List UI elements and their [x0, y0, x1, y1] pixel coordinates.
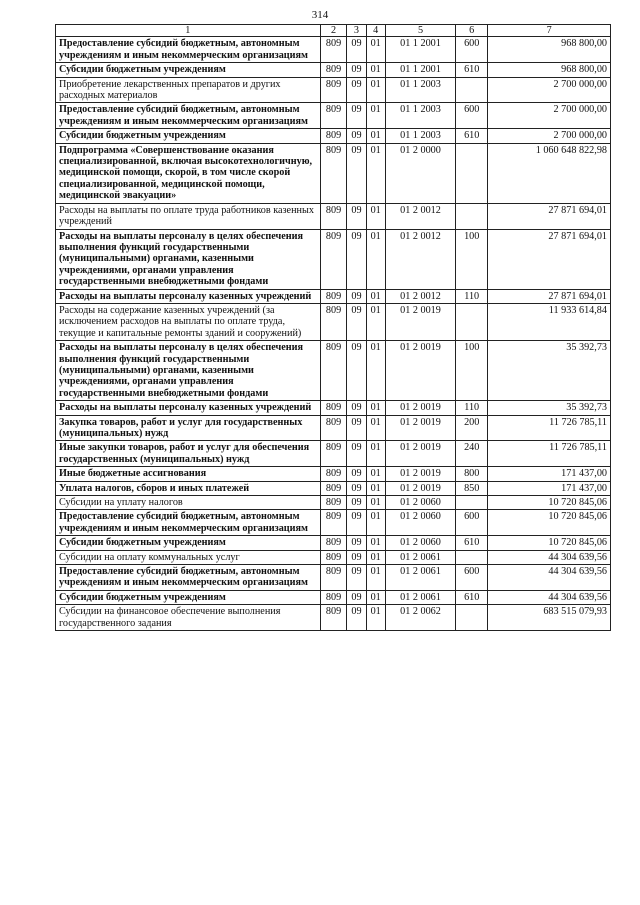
cell-target: 01 2 0060	[385, 510, 455, 536]
cell-name: Расходы на выплаты персоналу в целях обеспечения выполнения функций государственными (муниципальными) органами, казенными учреждениями, органами управления государственными внебюджетными фондами	[56, 341, 321, 401]
cell-name: Субсидии бюджетным учреждениям	[56, 129, 321, 143]
cell-section: 09	[347, 77, 366, 103]
cell-subsection: 01	[366, 510, 385, 536]
cell-name: Предоставление субсидий бюджетным, автономным учреждениям и иным некоммерческим организациям	[56, 37, 321, 63]
cell-code: 809	[320, 467, 347, 481]
table-row	[56, 289, 611, 303]
cell-amount: 171 437,00	[488, 481, 611, 495]
cell-amount: 2 700 000,00	[488, 77, 611, 103]
cell-target: 01 2 0019	[385, 441, 455, 467]
cell-section: 09	[347, 590, 366, 604]
cell-type	[456, 496, 488, 510]
cell-name: Иные бюджетные ассигнования	[56, 467, 321, 481]
cell-subsection: 01	[366, 77, 385, 103]
cell-amount: 11 933 614,84	[488, 303, 611, 340]
cell-subsection: 01	[366, 37, 385, 63]
table-row	[56, 401, 611, 415]
cell-subsection: 01	[366, 341, 385, 401]
cell-target: 01 1 2001	[385, 63, 455, 77]
cell-type: 600	[456, 103, 488, 129]
cell-amount: 27 871 694,01	[488, 203, 611, 229]
cell-code: 809	[320, 143, 347, 203]
cell-section: 09	[347, 229, 366, 289]
cell-section: 09	[347, 289, 366, 303]
cell-target: 01 1 2001	[385, 37, 455, 63]
cell-name: Расходы на содержание казенных учреждений (за исключением расходов на выплаты по оплате труда, текущие и капитальные ремонты зданий и сооружений)	[56, 303, 321, 340]
cell-code: 809	[320, 289, 347, 303]
cell-target: 01 2 0019	[385, 341, 455, 401]
cell-amount: 2 700 000,00	[488, 103, 611, 129]
cell-target: 01 1 2003	[385, 103, 455, 129]
cell-code: 809	[320, 341, 347, 401]
cell-name: Субсидии на финансовое обеспечение выполнения государственного задания	[56, 605, 321, 631]
cell-section: 09	[347, 510, 366, 536]
cell-type: 610	[456, 536, 488, 550]
cell-code: 809	[320, 590, 347, 604]
cell-target: 01 2 0012	[385, 203, 455, 229]
cell-target: 01 2 0019	[385, 467, 455, 481]
cell-amount: 27 871 694,01	[488, 289, 611, 303]
cell-type: 610	[456, 590, 488, 604]
cell-amount: 11 726 785,11	[488, 441, 611, 467]
cell-type: 610	[456, 129, 488, 143]
cell-type: 100	[456, 341, 488, 401]
cell-code: 809	[320, 401, 347, 415]
table-header	[56, 25, 611, 37]
cell-target: 01 2 0062	[385, 605, 455, 631]
cell-section: 09	[347, 341, 366, 401]
cell-subsection: 01	[366, 103, 385, 129]
cell-section: 09	[347, 496, 366, 510]
cell-section: 09	[347, 63, 366, 77]
cell-amount: 35 392,73	[488, 341, 611, 401]
cell-name: Субсидии бюджетным учреждениям	[56, 63, 321, 77]
cell-name: Расходы на выплаты персоналу казенных учреждений	[56, 401, 321, 415]
column-header-name: 1	[56, 25, 321, 37]
cell-subsection: 01	[366, 590, 385, 604]
cell-target: 01 1 2003	[385, 129, 455, 143]
column-header-type: 6	[456, 25, 488, 37]
table-row	[56, 536, 611, 550]
cell-section: 09	[347, 441, 366, 467]
table-row	[56, 143, 611, 203]
table-row	[56, 510, 611, 536]
cell-name: Подпрограмма «Совершенствование оказания специализированной, включая высокотехнологичную, медицинской помощи, скорой, в том числе скорой специализированной, медицинской помощи, медицинской эвакуации»	[56, 143, 321, 203]
cell-amount: 2 700 000,00	[488, 129, 611, 143]
column-header-code: 2	[320, 25, 347, 37]
cell-code: 809	[320, 129, 347, 143]
table-row	[56, 605, 611, 631]
cell-code: 809	[320, 510, 347, 536]
cell-section: 09	[347, 481, 366, 495]
cell-section: 09	[347, 605, 366, 631]
cell-name: Субсидии бюджетным учреждениям	[56, 590, 321, 604]
cell-type	[456, 550, 488, 564]
cell-target: 01 2 0019	[385, 401, 455, 415]
cell-amount: 968 800,00	[488, 63, 611, 77]
cell-target: 01 2 0060	[385, 496, 455, 510]
cell-section: 09	[347, 203, 366, 229]
cell-code: 809	[320, 303, 347, 340]
table-row	[56, 129, 611, 143]
cell-section: 09	[347, 401, 366, 415]
cell-amount: 10 720 845,06	[488, 496, 611, 510]
table-row	[56, 203, 611, 229]
cell-code: 809	[320, 550, 347, 564]
cell-name: Предоставление субсидий бюджетным, автономным учреждениям и иным некоммерческим организациям	[56, 565, 321, 591]
cell-amount: 10 720 845,06	[488, 536, 611, 550]
column-header-subsection: 4	[366, 25, 385, 37]
table-row	[56, 77, 611, 103]
cell-code: 809	[320, 37, 347, 63]
cell-target: 01 2 0012	[385, 289, 455, 303]
cell-subsection: 01	[366, 401, 385, 415]
cell-code: 809	[320, 63, 347, 77]
cell-type: 200	[456, 415, 488, 441]
cell-target: 01 2 0060	[385, 536, 455, 550]
cell-section: 09	[347, 565, 366, 591]
cell-code: 809	[320, 565, 347, 591]
cell-subsection: 01	[366, 605, 385, 631]
cell-type: 610	[456, 63, 488, 77]
budget-table	[55, 24, 611, 631]
cell-section: 09	[347, 103, 366, 129]
cell-section: 09	[347, 37, 366, 63]
cell-section: 09	[347, 143, 366, 203]
table-row	[56, 467, 611, 481]
cell-section: 09	[347, 550, 366, 564]
cell-code: 809	[320, 229, 347, 289]
cell-type: 800	[456, 467, 488, 481]
table-row	[56, 229, 611, 289]
cell-section: 09	[347, 129, 366, 143]
table-row	[56, 550, 611, 564]
cell-name: Субсидии бюджетным учреждениям	[56, 536, 321, 550]
table-row	[56, 103, 611, 129]
cell-subsection: 01	[366, 496, 385, 510]
table-row	[56, 415, 611, 441]
table-row	[56, 441, 611, 467]
cell-subsection: 01	[366, 536, 385, 550]
cell-subsection: 01	[366, 129, 385, 143]
cell-subsection: 01	[366, 289, 385, 303]
cell-name: Расходы на выплаты по оплате труда работников казенных учреждений	[56, 203, 321, 229]
cell-target: 01 2 0061	[385, 590, 455, 604]
cell-type	[456, 77, 488, 103]
cell-name: Предоставление субсидий бюджетным, автономным учреждениям и иным некоммерческим организациям	[56, 103, 321, 129]
cell-type: 110	[456, 401, 488, 415]
table-row	[56, 496, 611, 510]
cell-subsection: 01	[366, 229, 385, 289]
cell-name: Расходы на выплаты персоналу в целях обеспечения выполнения функций государственными (муниципальными) органами, казенными учреждениями, органами управления государственными внебюджетными фондами	[56, 229, 321, 289]
cell-target: 01 2 0061	[385, 565, 455, 591]
cell-amount: 10 720 845,06	[488, 510, 611, 536]
cell-code: 809	[320, 496, 347, 510]
cell-code: 809	[320, 203, 347, 229]
table-row	[56, 481, 611, 495]
cell-type	[456, 203, 488, 229]
cell-type: 600	[456, 37, 488, 63]
cell-code: 809	[320, 536, 347, 550]
cell-type: 240	[456, 441, 488, 467]
cell-subsection: 01	[366, 550, 385, 564]
column-header-section: 3	[347, 25, 366, 37]
cell-target: 01 1 2003	[385, 77, 455, 103]
cell-amount: 44 304 639,56	[488, 550, 611, 564]
cell-target: 01 2 0019	[385, 303, 455, 340]
cell-section: 09	[347, 536, 366, 550]
cell-code: 809	[320, 481, 347, 495]
cell-subsection: 01	[366, 203, 385, 229]
cell-subsection: 01	[366, 143, 385, 203]
cell-amount: 44 304 639,56	[488, 565, 611, 591]
cell-amount: 35 392,73	[488, 401, 611, 415]
table-row	[56, 37, 611, 63]
table-row	[56, 303, 611, 340]
cell-type: 600	[456, 565, 488, 591]
cell-target: 01 2 0012	[385, 229, 455, 289]
cell-code: 809	[320, 103, 347, 129]
cell-name: Расходы на выплаты персоналу казенных учреждений	[56, 289, 321, 303]
cell-code: 809	[320, 415, 347, 441]
cell-type	[456, 303, 488, 340]
cell-amount: 1 060 648 822,98	[488, 143, 611, 203]
column-header-amount: 7	[488, 25, 611, 37]
cell-name: Субсидии на оплату коммунальных услуг	[56, 550, 321, 564]
cell-section: 09	[347, 415, 366, 441]
cell-name: Иные закупки товаров, работ и услуг для обеспечения государственных (муниципальных) нужд	[56, 441, 321, 467]
cell-amount: 683 515 079,93	[488, 605, 611, 631]
cell-type	[456, 605, 488, 631]
cell-subsection: 01	[366, 303, 385, 340]
table-row	[56, 565, 611, 591]
table-row	[56, 341, 611, 401]
table-body	[56, 37, 611, 631]
header-row	[56, 25, 611, 37]
cell-subsection: 01	[366, 481, 385, 495]
cell-amount: 968 800,00	[488, 37, 611, 63]
cell-section: 09	[347, 467, 366, 481]
cell-target: 01 2 0019	[385, 481, 455, 495]
cell-subsection: 01	[366, 441, 385, 467]
cell-type	[456, 143, 488, 203]
cell-target: 01 2 0000	[385, 143, 455, 203]
page-number: 314	[311, 9, 329, 21]
cell-name: Уплата налогов, сборов и иных платежей	[56, 481, 321, 495]
cell-type: 100	[456, 229, 488, 289]
cell-amount: 27 871 694,01	[488, 229, 611, 289]
cell-subsection: 01	[366, 63, 385, 77]
cell-type: 850	[456, 481, 488, 495]
cell-code: 809	[320, 605, 347, 631]
cell-section: 09	[347, 303, 366, 340]
cell-name: Субсидии на уплату налогов	[56, 496, 321, 510]
cell-amount: 171 437,00	[488, 467, 611, 481]
cell-type: 110	[456, 289, 488, 303]
cell-subsection: 01	[366, 565, 385, 591]
cell-subsection: 01	[366, 467, 385, 481]
cell-subsection: 01	[366, 415, 385, 441]
cell-name: Приобретение лекарственных препаратов и других расходных материалов	[56, 77, 321, 103]
table-row	[56, 590, 611, 604]
cell-code: 809	[320, 77, 347, 103]
cell-target: 01 2 0019	[385, 415, 455, 441]
cell-amount: 11 726 785,11	[488, 415, 611, 441]
cell-type: 600	[456, 510, 488, 536]
cell-code: 809	[320, 441, 347, 467]
column-header-target: 5	[385, 25, 455, 37]
cell-name: Закупка товаров, работ и услуг для государственных (муниципальных) нужд	[56, 415, 321, 441]
table-row	[56, 63, 611, 77]
cell-name: Предоставление субсидий бюджетным, автономным учреждениям и иным некоммерческим организациям	[56, 510, 321, 536]
cell-amount: 44 304 639,56	[488, 590, 611, 604]
cell-target: 01 2 0061	[385, 550, 455, 564]
